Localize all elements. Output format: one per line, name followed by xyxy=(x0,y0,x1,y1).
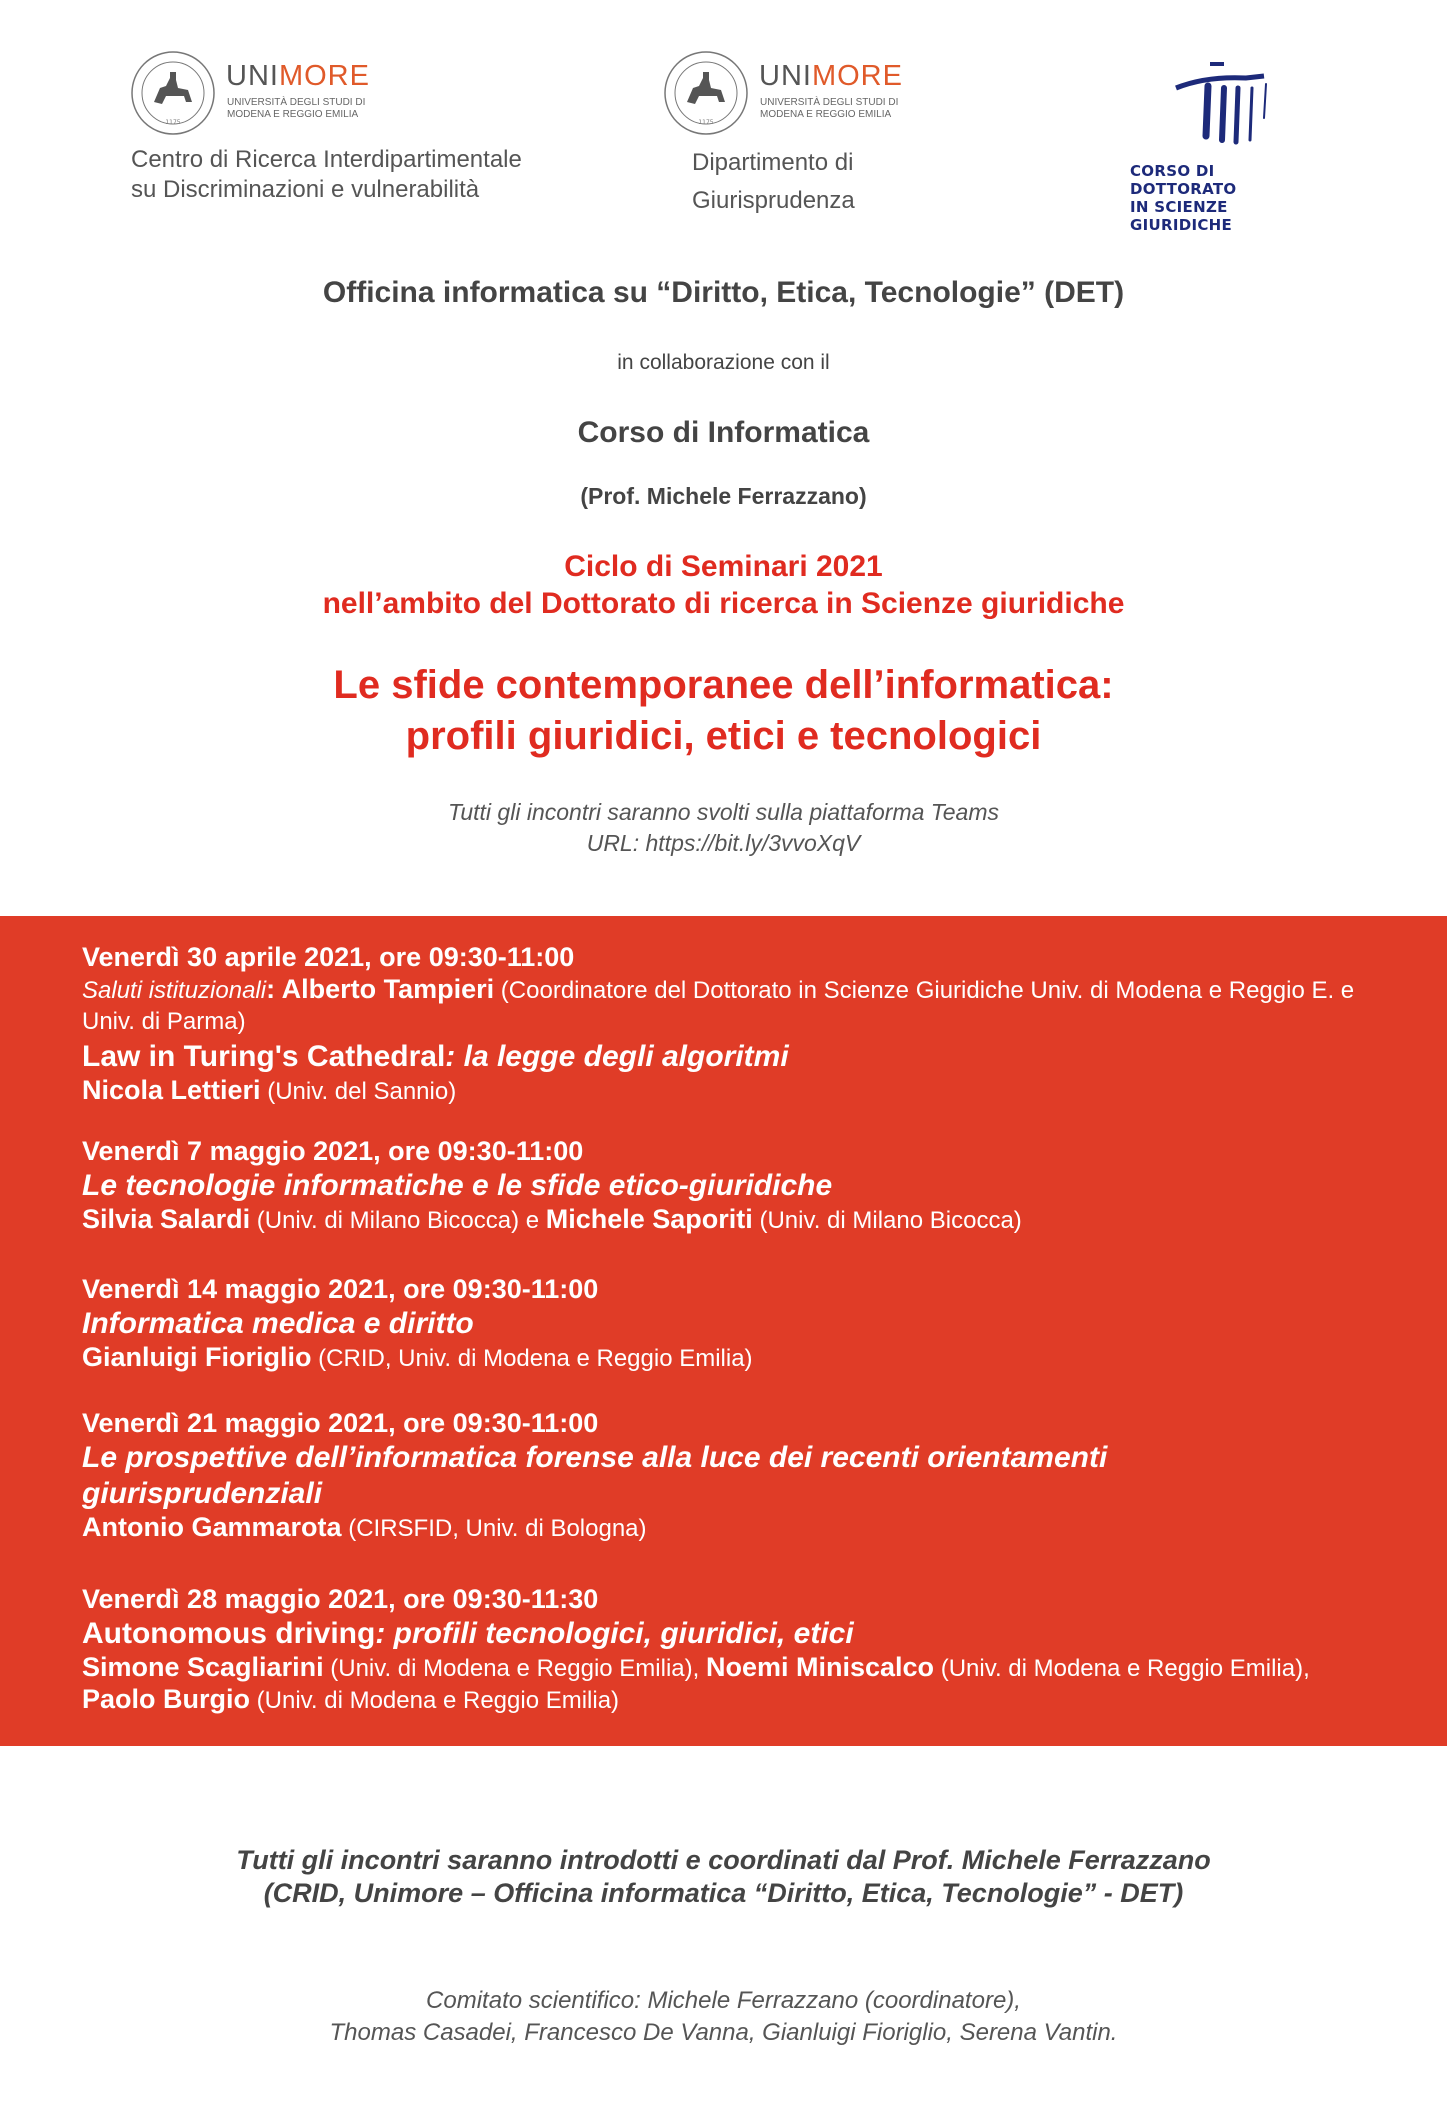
event-title-sub: : la legge degli algoritmi xyxy=(445,1040,789,1073)
speaker-name: Michele Saporiti xyxy=(545,1204,753,1234)
svg-text:1175: 1175 xyxy=(165,119,181,126)
event-4 xyxy=(82,1406,1372,1544)
event-speakers xyxy=(82,1342,1372,1374)
speaker-affiliation: (Univ. di Milano Bicocca) e xyxy=(250,1207,546,1234)
course-heading: Corso di Informatica xyxy=(577,416,870,449)
event-title-sub: : profili tecnologici, giuridici, etici xyxy=(375,1617,854,1650)
coordination-note xyxy=(0,1844,1447,1910)
event-speakers xyxy=(82,1652,1372,1716)
event-3 xyxy=(82,1272,1372,1374)
dottorato-caption-line2: IN SCIENZE GIURIDICHE xyxy=(1130,198,1233,234)
program-band xyxy=(0,916,1447,1746)
svg-text:1175: 1175 xyxy=(698,119,714,126)
dept-crid-line2: su Discriminazioni e vulnerabilità xyxy=(131,176,480,203)
event-5 xyxy=(82,1582,1372,1716)
collaboration-text: in collaborazione con il xyxy=(617,351,830,374)
event-title xyxy=(82,1616,1372,1652)
dept-crid-line1: Centro di Ricerca Interdipartimentale xyxy=(131,146,522,173)
teams-text: Tutti gli incontri saranno svolti sulla piattaforma Teams xyxy=(448,799,999,825)
event-title-main: Le tecnologie informatiche e le sfide etico-giuridiche xyxy=(82,1169,833,1202)
speaker-affiliation: (Univ. di Modena e Reggio Emilia), xyxy=(934,1655,1310,1682)
unimore-subtitle: UNIVERSITÀ DEGLI STUDI DI MODENA E REGGIO EMILIA xyxy=(760,97,899,120)
doctorate-emblem-icon xyxy=(1166,58,1286,148)
dottorato-caption-line1: CORSO DI DOTTORATO xyxy=(1130,162,1237,198)
speaker-name: Noemi Miniscalco xyxy=(705,1652,935,1682)
main-title xyxy=(0,660,1447,762)
dottorato-caption xyxy=(1130,162,1320,234)
speaker-affiliation: (Coordinatore del Dottorato in Scienze Giuridiche Univ. di Modena e Reggio E. e Univ. di Parma) xyxy=(82,977,1355,1035)
unimore-wordmark: UNIMORE xyxy=(226,60,370,92)
teams-info xyxy=(0,797,1447,859)
event-title-main: Informatica medica e diritto xyxy=(82,1307,474,1340)
event-title xyxy=(82,1168,1372,1204)
event-speakers xyxy=(82,1512,1372,1544)
speaker-name: Simone Scagliarini xyxy=(82,1652,324,1682)
university-seal-icon xyxy=(130,50,216,136)
event-date: Venerdì 28 maggio 2021, ore 09:30-11:30 xyxy=(82,1584,599,1614)
committee-line2: Thomas Casadei, Francesco De Vanna, Gianluigi Fioriglio, Serena Vantin. xyxy=(329,2019,1118,2046)
coordination-line1: Tutti gli incontri saranno introdotti e coordinati dal Prof. Michele Ferrazzano xyxy=(236,1845,1211,1875)
event-title-line2: giurisprudenziali xyxy=(82,1477,323,1510)
committee-line1: Comitato scientifico: Michele Ferrazzano (coordinatore), xyxy=(426,1987,1021,2014)
speaker-affiliation: (Univ. di Modena e Reggio Emilia) xyxy=(250,1687,620,1714)
seminar-cycle-line1: Ciclo di Seminari 2021 xyxy=(564,550,883,583)
greetings-colon: : xyxy=(266,974,282,1004)
speaker-affiliation: (Univ. del Sannio) xyxy=(260,1078,457,1105)
greetings-label: Saluti istituzionali xyxy=(82,977,267,1004)
event-title-main: Law in Turing's Cathedral xyxy=(82,1040,446,1073)
seminar-cycle-heading xyxy=(0,548,1447,622)
speaker-affiliation: (Univ. di Modena e Reggio Emilia), xyxy=(323,1655,706,1682)
dottorato-logo xyxy=(1130,58,1320,234)
university-seal-icon xyxy=(663,50,749,136)
event-speakers xyxy=(82,1204,1372,1236)
speaker-name: Alberto Tampieri xyxy=(281,974,495,1004)
event-date: Venerdì 7 maggio 2021, ore 09:30-11:00 xyxy=(82,1136,584,1166)
officina-heading: Officina informatica su “Diritto, Etica, Tecnologie” (DET) xyxy=(322,276,1125,309)
event-title xyxy=(82,1306,1372,1342)
main-title-line1: Le sfide contemporanee dell’informatica: xyxy=(333,663,1114,707)
event-title-main: Autonomous driving xyxy=(82,1617,376,1650)
speaker-name: Nicola Lettieri xyxy=(82,1075,261,1105)
event-date: Venerdì 14 maggio 2021, ore 09:30-11:00 xyxy=(82,1274,599,1304)
speaker-name: Silvia Salardi xyxy=(82,1204,251,1234)
event-title xyxy=(82,1039,1372,1075)
event-2 xyxy=(82,1134,1372,1236)
speaker-name: Antonio Gammarota xyxy=(82,1512,342,1542)
dept-giur-line1: Dipartimento di xyxy=(692,149,854,176)
speaker-name: Paolo Burgio xyxy=(82,1684,250,1714)
coordination-line2: (CRID, Unimore – Officina informatica “Diritto, Etica, Tecnologie” - DET) xyxy=(263,1878,1184,1908)
main-title-line2: profili giuridici, etici e tecnologici xyxy=(405,714,1042,758)
dept-crid xyxy=(131,145,522,205)
unimore-subtitle: UNIVERSITÀ DEGLI STUDI DI MODENA E REGGIO EMILIA xyxy=(227,97,366,120)
speaker-name: Gianluigi Fioriglio xyxy=(82,1342,312,1372)
teams-url-link[interactable]: URL: https://bit.ly/3vvoXqV xyxy=(586,830,861,856)
event-title-line1: Le prospettive dell’informatica forense alla luce dei recenti orientamenti xyxy=(82,1441,1108,1474)
professor-text: (Prof. Michele Ferrazzano) xyxy=(580,483,867,509)
speaker-affiliation: (CRID, Univ. di Modena e Reggio Emilia) xyxy=(311,1345,753,1372)
unimore-wordmark: UNIMORE xyxy=(759,60,903,92)
dept-giur-line2: Giurisprudenza xyxy=(692,187,855,214)
event-title xyxy=(82,1440,1372,1512)
seminar-cycle-line2: nell’ambito del Dottorato di ricerca in Scienze giuridiche xyxy=(322,587,1125,620)
event-greetings xyxy=(82,974,1372,1037)
event-speakers xyxy=(82,1075,1372,1107)
speaker-affiliation: (Univ. di Milano Bicocca) xyxy=(752,1207,1022,1234)
event-1 xyxy=(82,940,1372,1107)
scientific-committee xyxy=(0,1985,1447,2049)
speaker-affiliation: (CIRSFID, Univ. di Bologna) xyxy=(341,1515,647,1542)
event-date: Venerdì 30 aprile 2021, ore 09:30-11:00 xyxy=(82,942,575,972)
dept-giurisprudenza xyxy=(692,144,855,220)
event-date: Venerdì 21 maggio 2021, ore 09:30-11:00 xyxy=(82,1408,599,1438)
